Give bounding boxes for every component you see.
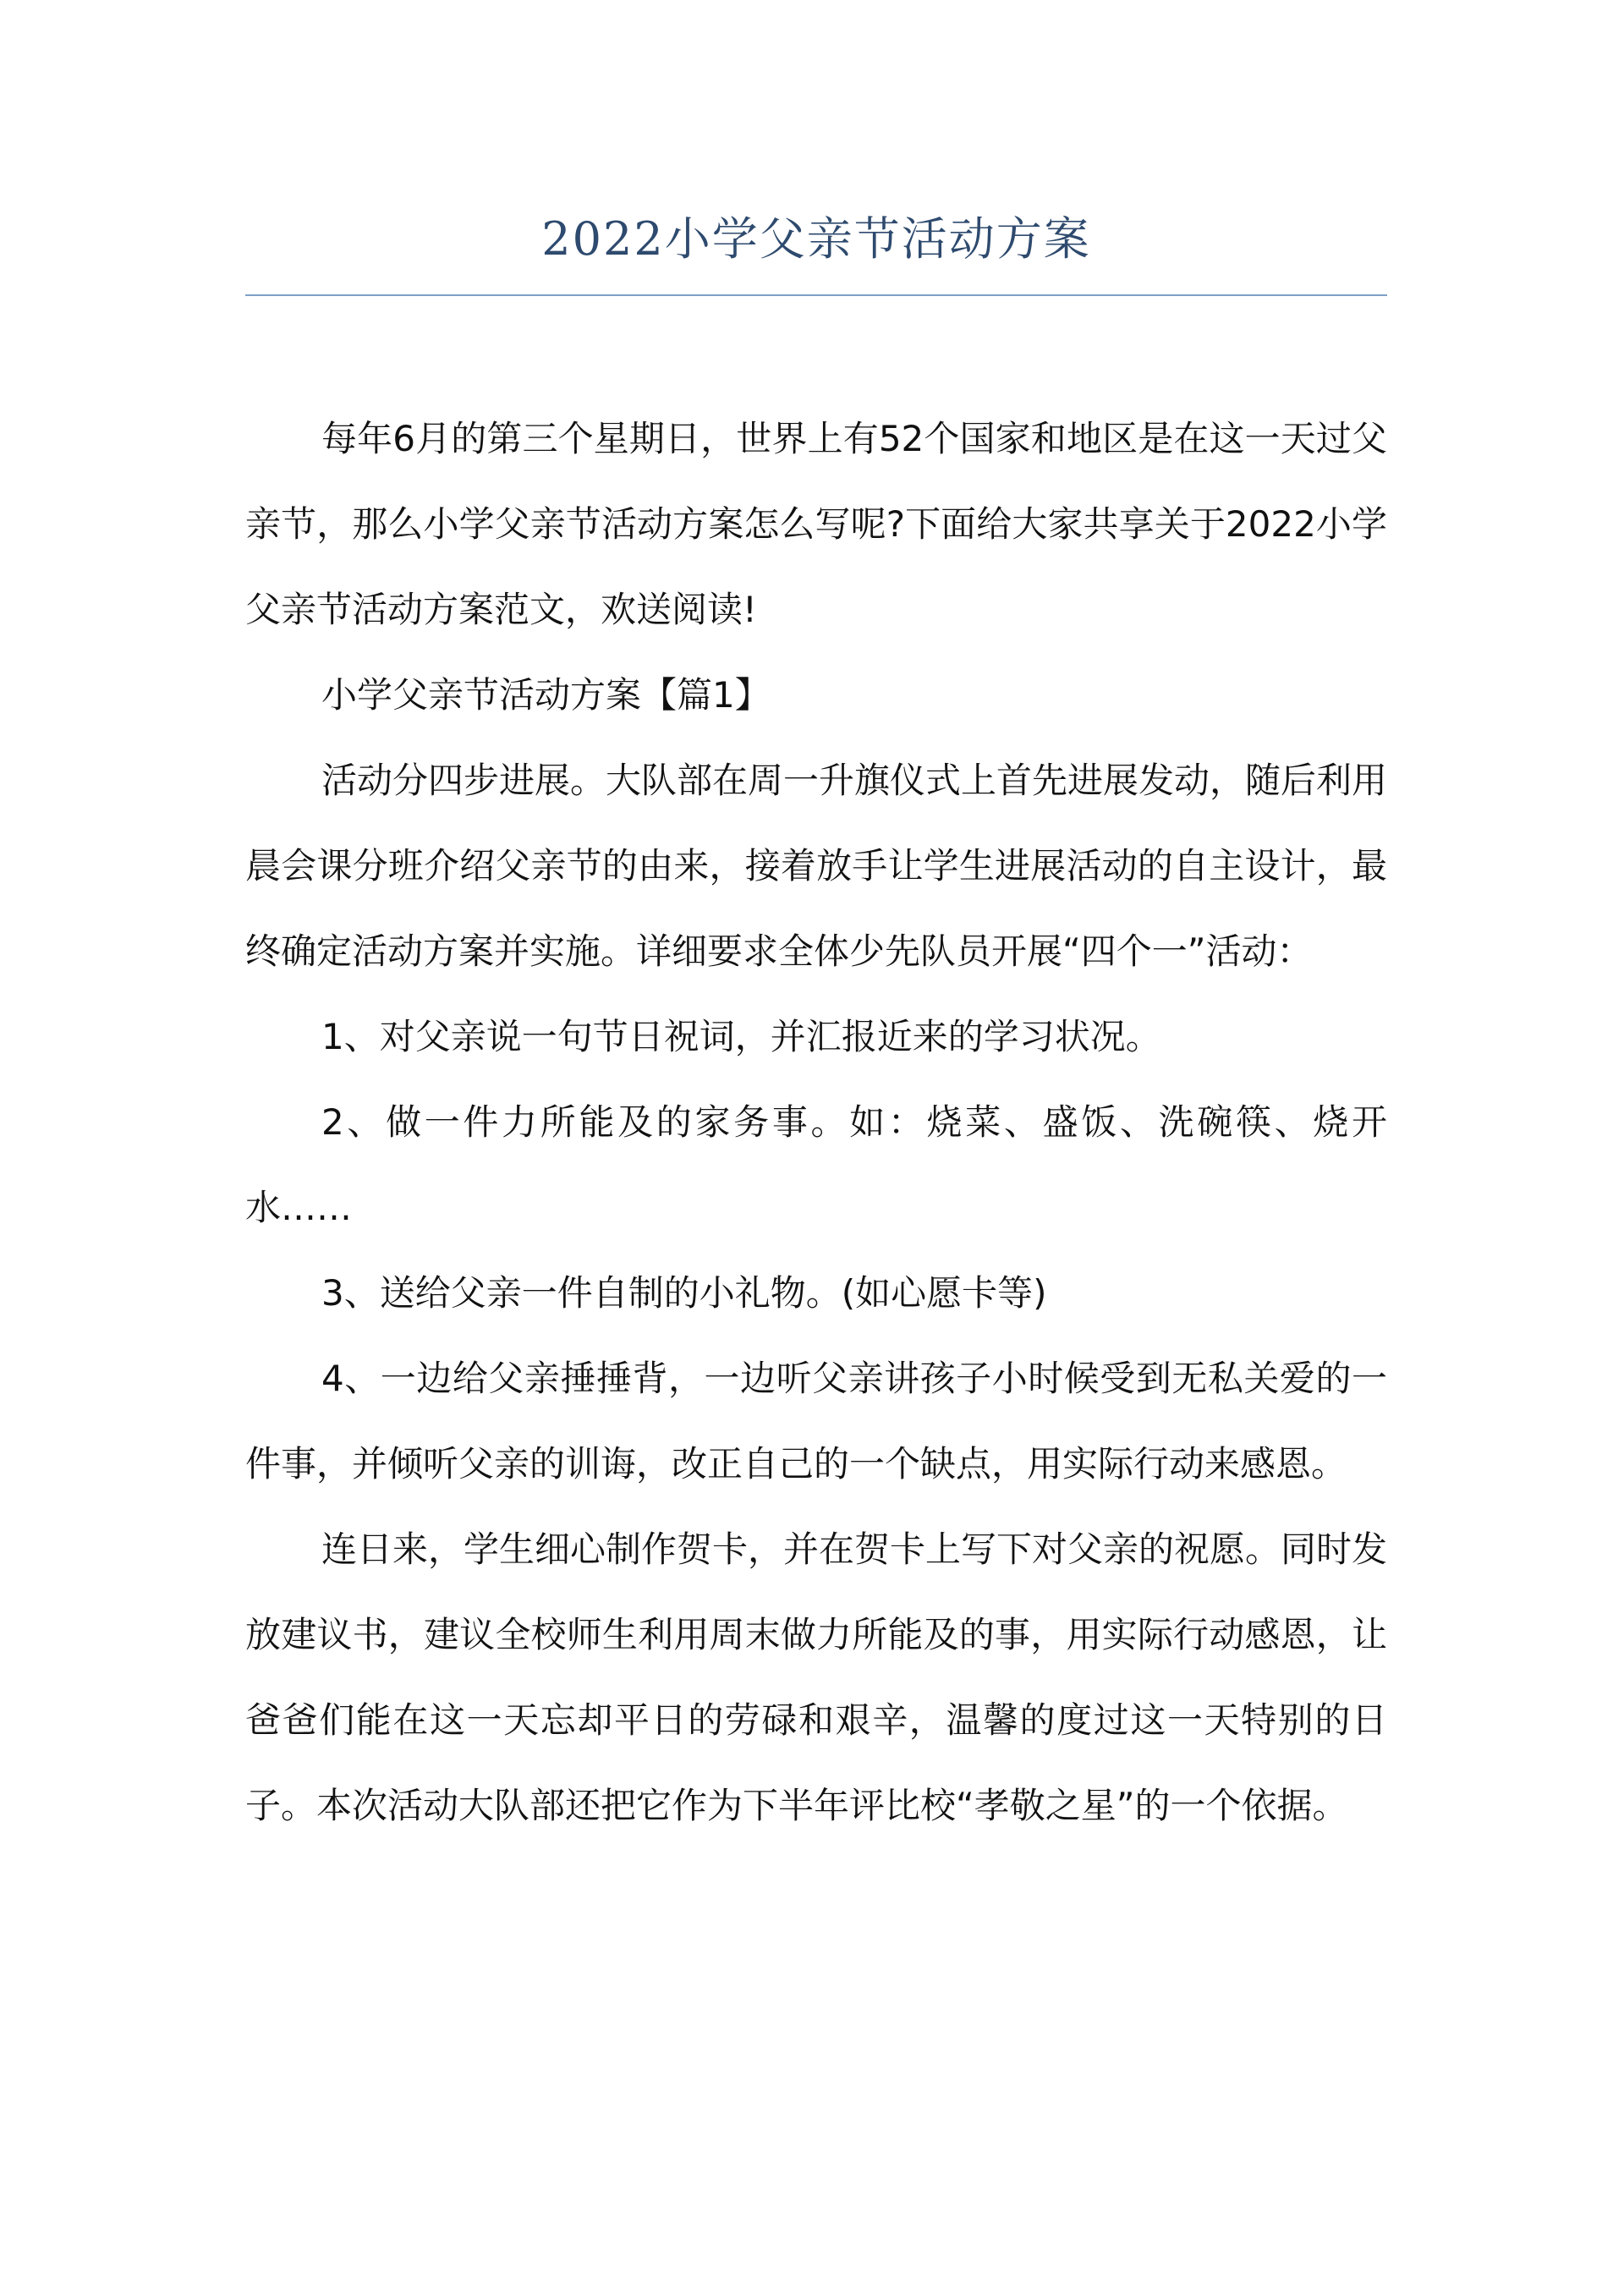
section-heading: 小学父亲节活动方案【篇1】 <box>321 674 771 716</box>
document-page <box>245 0 1387 2294</box>
list-item-2: 2、做一件力所能及的家务事。如：烧菜、盛饭、洗碗筷、烧开水…… <box>245 1101 1387 1228</box>
activity-steps-paragraph: 活动分四步进展。大队部在周一升旗仪式上首先进展发动，随后利用晨会课分班介绍父亲节的由来，接着放手让学生进展活动的自主设计，最终确定活动方案并实施。详细要求全体少先队员开展“四个一”活动： <box>245 760 1388 972</box>
list-item-3: 3、送给父亲一件自制的小礼物。(如心愿卡等) <box>321 1272 1047 1314</box>
document-title: 2022小学父亲节活动方案 <box>541 212 1091 266</box>
list-item-4: 4、一边给父亲捶捶背，一边听父亲讲孩子小时候受到无私关爱的一件事，并倾听父亲的训诲，改正自己的一个缺点，用实际行动来感恩。 <box>245 1358 1387 1485</box>
summary-paragraph: 连日来，学生细心制作贺卡，并在贺卡上写下对父亲的祝愿。同时发放建议书，建议全校师生利用周末做力所能及的事，用实际行动感恩，让爸爸们能在这一天忘却平日的劳碌和艰辛，温馨的度过这一天特别的日子。本次活动大队部还把它作为下半年评比校“孝敬之星”的一个依据。 <box>245 1528 1388 1826</box>
title-divider <box>245 294 1387 296</box>
list-item-1: 1、对父亲说一句节日祝词，并汇报近来的学习状况。 <box>321 1016 1161 1057</box>
document-body <box>245 396 1387 1848</box>
intro-paragraph: 每年6月的第三个星期日，世界上有52个国家和地区是在这一天过父亲节，那么小学父亲节活动方案怎么写呢?下面给大家共享关于2022小学父亲节活动方案范文，欢送阅读! <box>245 418 1387 630</box>
